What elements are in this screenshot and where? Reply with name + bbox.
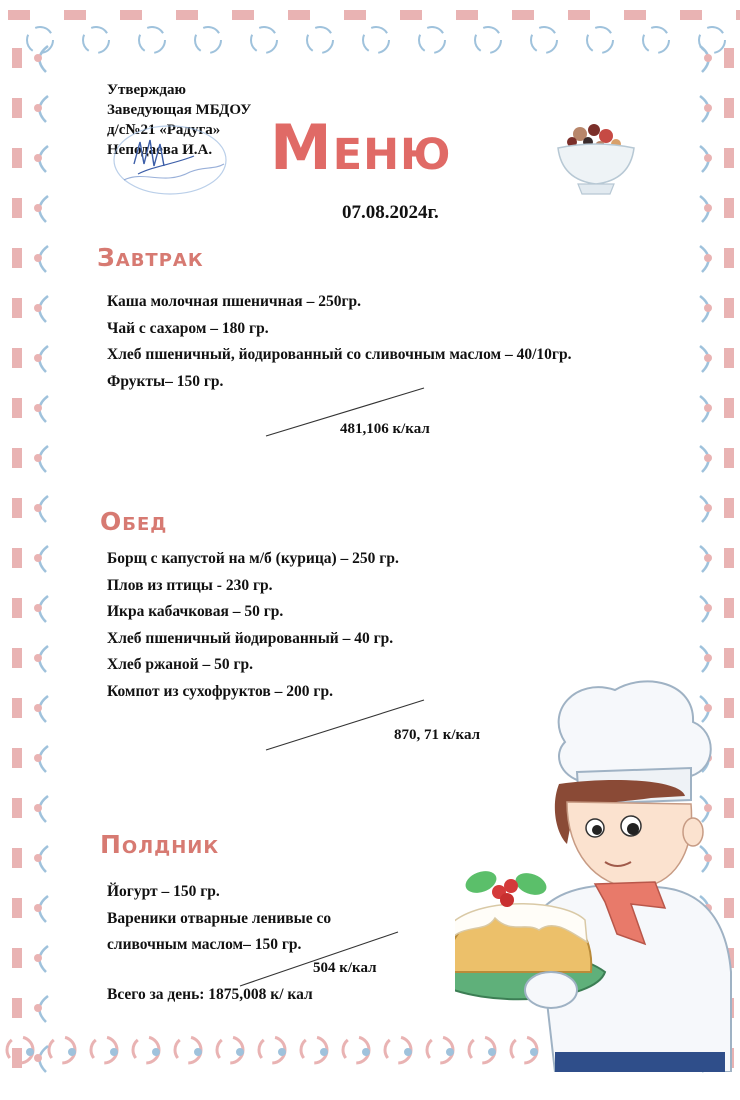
- breakfast-kcal: 481,106 к/кал: [340, 421, 430, 437]
- list-item: Йогурт – 150 гр.: [107, 883, 220, 900]
- list-item: Чай с сахаром – 180 гр.: [107, 319, 269, 337]
- list-item: Борщ с капустой на м/б (курица) – 250 гр.: [107, 550, 399, 567]
- lunch-kcal: 870, 71 к/кал: [394, 727, 481, 743]
- pen-stroke: [266, 388, 424, 436]
- list-item: Икра кабачковая – 50 гр.: [107, 603, 284, 620]
- lunch-heading: Обед: [100, 507, 168, 536]
- list-item: Фрукты– 150 гр.: [107, 372, 224, 390]
- list-item: Хлеб ржаной – 50 гр.: [107, 656, 254, 673]
- breakfast-heading: Завтрак: [97, 243, 204, 272]
- list-item: Хлеб пшеничный, йодированный со сливочным маслом – 40/10гр.: [107, 346, 572, 363]
- pen-stroke: [240, 932, 398, 986]
- pen-stroke: [266, 700, 424, 750]
- list-item: Вареники отварные ленивые со: [107, 909, 332, 927]
- list-item: Компот из сухофруктов – 200 гр.: [107, 682, 333, 700]
- list-item: сливочным маслом– 150 гр.: [107, 936, 302, 953]
- approval-line: д/с№21 «Радуга»: [107, 122, 221, 138]
- list-item: Каша молочная пшеничная – 250гр.: [107, 293, 361, 310]
- list-item: Плов из птицы - 230 гр.: [107, 576, 273, 594]
- daily-total: Всего за день: 1875,008 к/ кал: [107, 986, 313, 1003]
- list-item: Хлеб пшеничный йодированный – 40 гр.: [107, 629, 394, 647]
- snack-kcal: 504 к/кал: [313, 960, 377, 976]
- approval-line: Заведующая МБДОУ: [107, 102, 252, 118]
- approval-line: Утверждаю: [107, 82, 186, 98]
- menu-date: 07.08.2024г.: [342, 202, 439, 223]
- approval-line: Неподаева И.А.: [107, 142, 213, 158]
- snack-heading: Полдник: [100, 830, 220, 859]
- menu-title: Меню: [270, 111, 452, 184]
